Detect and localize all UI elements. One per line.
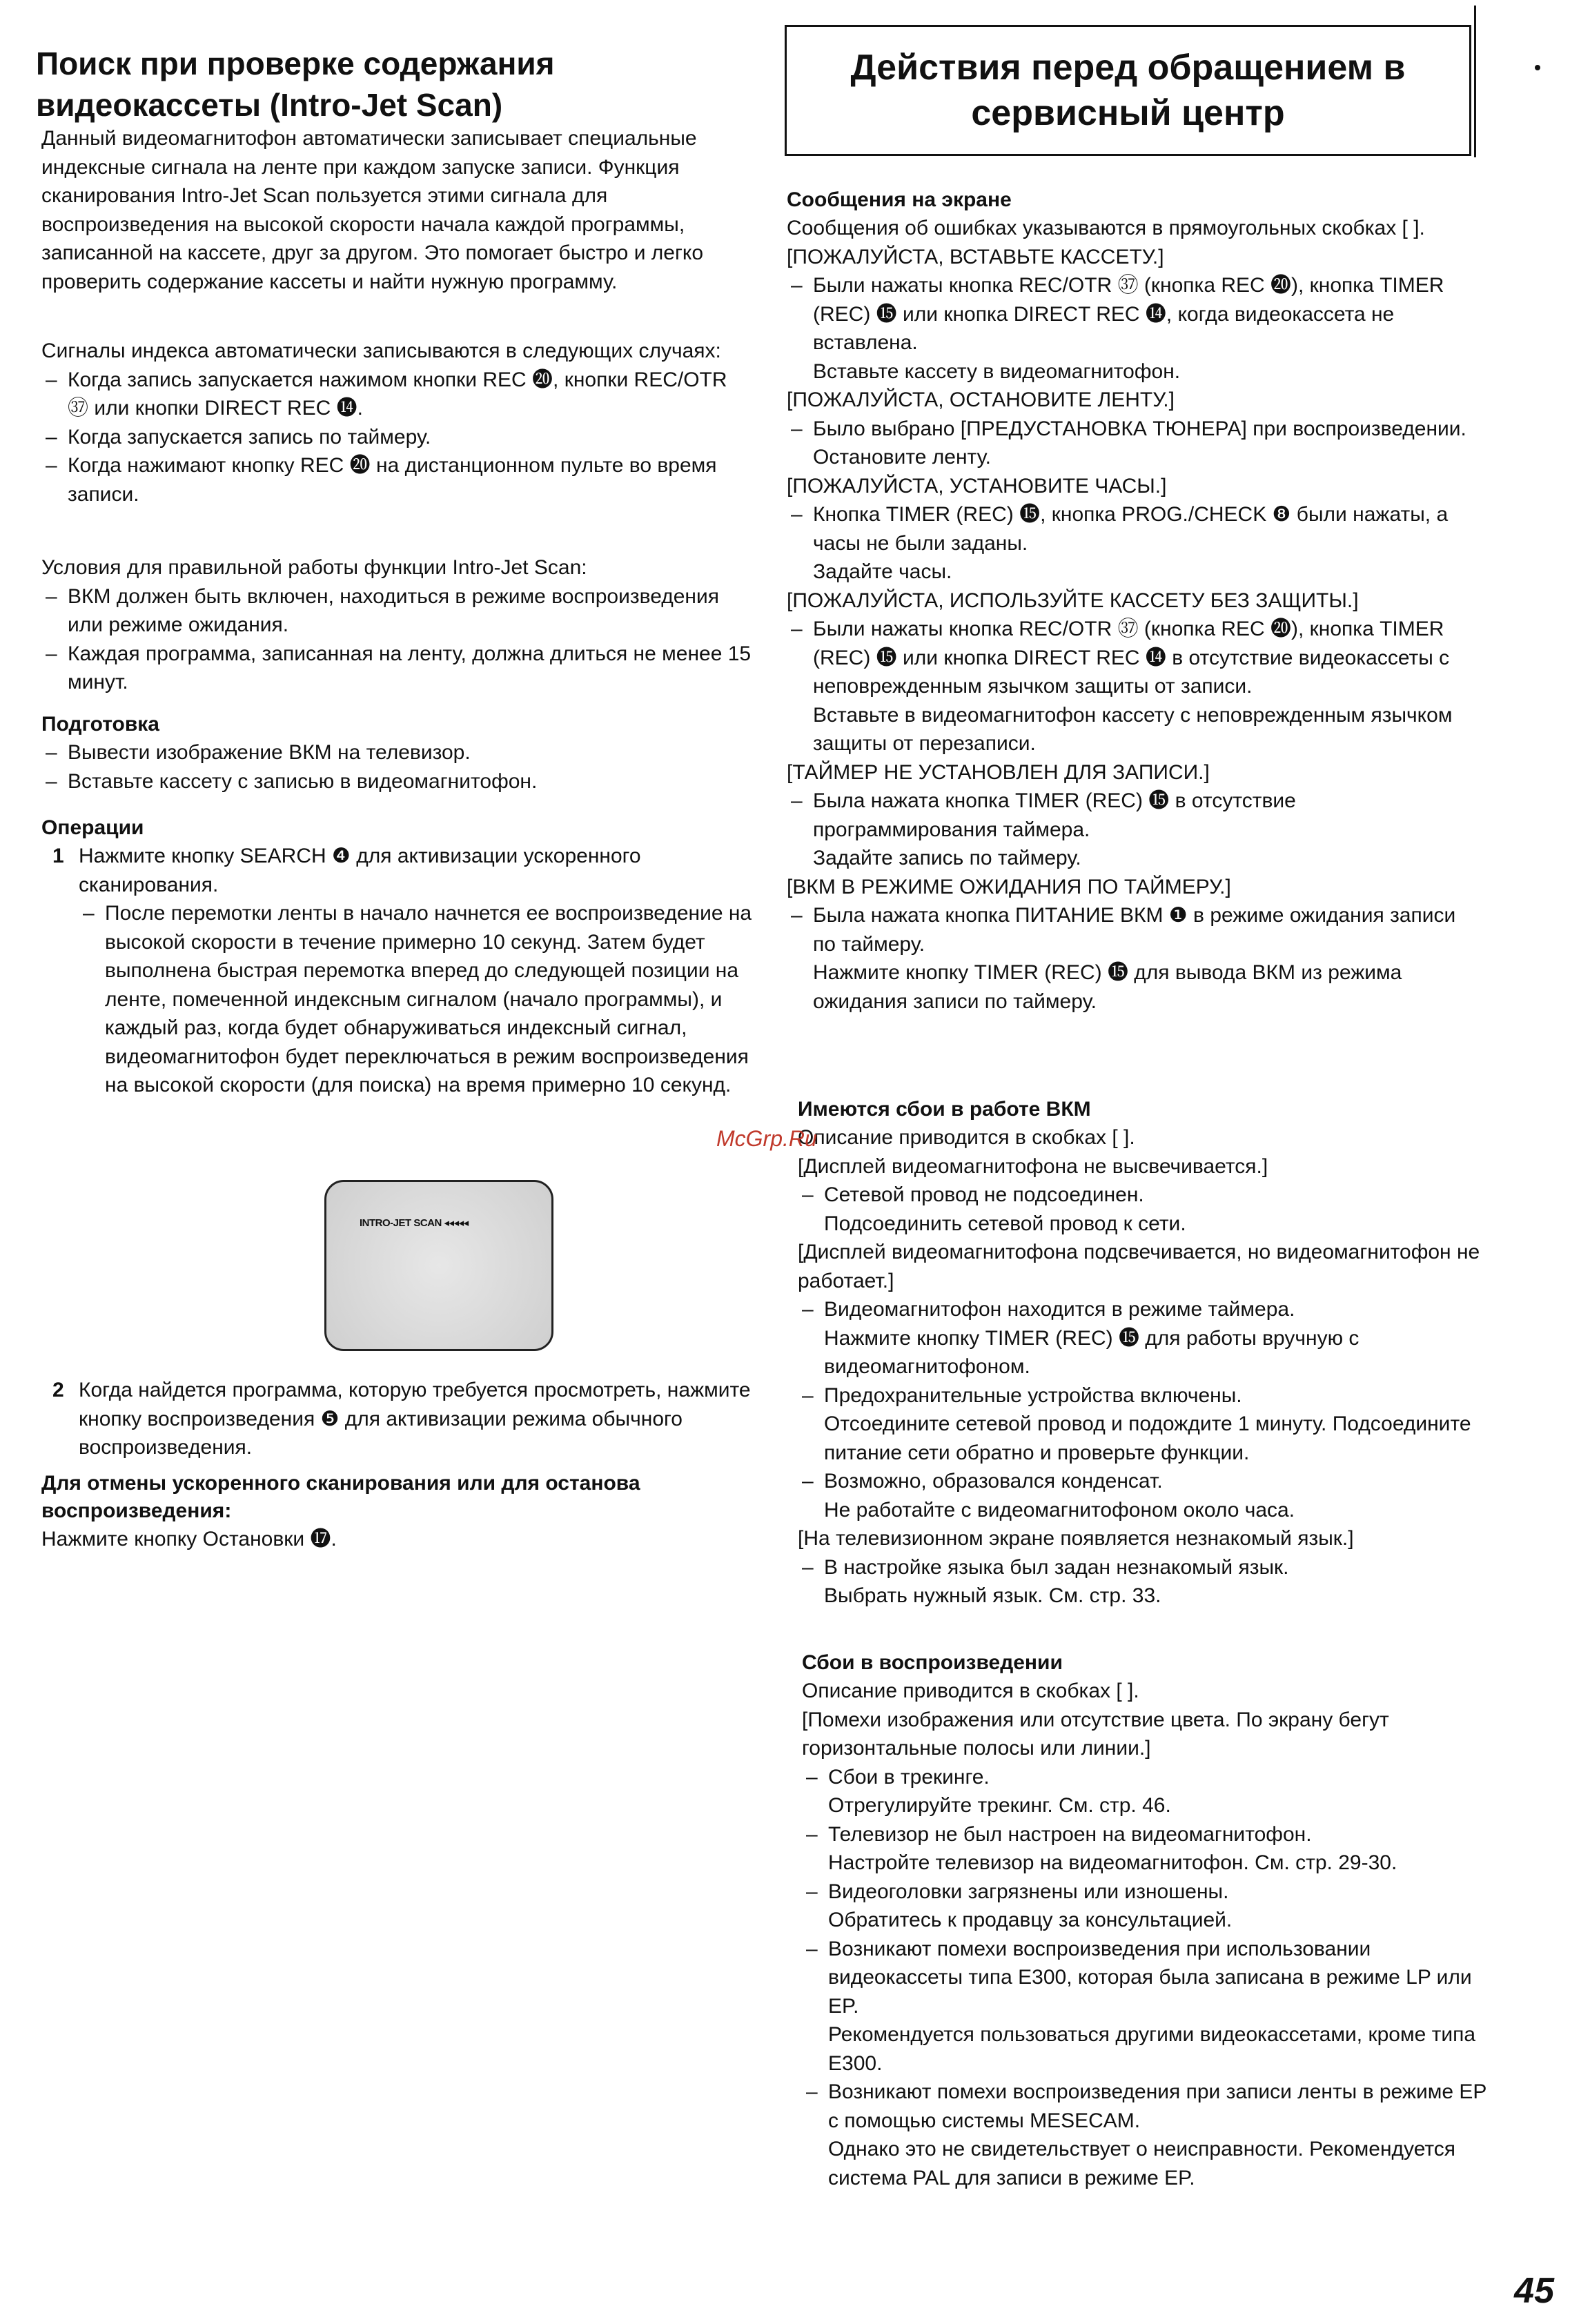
page-title: Поиск при проверке содержания видеокассеты (Intro-Jet Scan) [36,46,555,123]
playback-cause: – Возникают помехи воспроизведения при использовании видеокассеты типа E300, которая была записана в режиме LP или EP. [802,1935,1492,2021]
message-title: [ТАЙМЕР НЕ УСТАНОВЛЕН ДЛЯ ЗАПИСИ.] [787,760,1210,784]
message-fix: Вставьте в видеомагнитофон кассету с неповрежденным язычком защиты от перезаписи. [813,703,1453,755]
failure-cause: – Предохранительные устройства включены. [798,1381,1488,1410]
section-title-line: сервисный центр [971,93,1285,133]
playback-title: [Помехи изображения или отсутствие цвета. По экрану бегут горизонтальные полосы или линии.] [802,1708,1389,1760]
vcr-failures-section [798,1096,1488,1611]
step-number: 1 [52,845,64,867]
playback-cause: – Сбои в трекинге. [802,1763,1492,1792]
failure-cause: – Возможно, образовался конденсат. [798,1467,1488,1496]
failure-title: [Дисплей видеомагнитофона подсвечивается, но видеомагнитофон не работает.] [798,1241,1480,1292]
failure-cause: – В настройке языка был задан незнакомый язык. [798,1553,1488,1582]
message-cause: – Была нажата кнопка TIMER (REC) ⓯ в отсутствие программирования таймера. [787,787,1484,844]
prep-item: – Вставьте кассету с записью в видеомагнитофон. [41,767,752,796]
index-case: – Когда запись запускается нажимом кнопки REC ⓴, кнопки REC/OTR ㊲ или кнопки DIRECT REC ⓮. [41,366,752,423]
playback-cause: – Телевизор не был настроен на видеомагнитофон. [802,1820,1492,1849]
prep-heading: Подготовка [41,713,159,736]
playback-failures-section [802,1649,1492,2192]
playback-cause: – Возникают помехи воспроизведения при записи ленты в режиме EP с помощью системы MESECAM. [802,2078,1492,2135]
step-2-section [41,1376,752,1462]
index-intro: Сигналы индекса автоматически записываются в следующих случаях: [41,339,721,362]
playback-fix: Рекомендуется пользоваться другими видеокассетами, кроме типа E300. [828,2023,1476,2075]
message-fix: Остановите ленту. [813,446,991,469]
step-text: Когда найдется программа, которую требуется просмотреть, нажмите кнопку воспроизведения ❺ для активизации режима обычного воспроизведения. [79,1379,751,1459]
index-case: – Когда запускается запись по таймеру. [41,423,752,452]
step-number: 2 [52,1379,64,1401]
margin-rule [1474,6,1476,157]
watermark: McGrp.Ru [716,1126,817,1151]
playback-fix: Отрегулируйте трекинг. См. стр. 46. [828,1794,1171,1817]
cancel-heading: Для отмены ускоренного сканирования или для останова воспроизведения: [41,1472,640,1522]
prep-item: – Вывести изображение ВКМ на телевизор. [41,738,752,767]
screen-messages-section [787,186,1484,1016]
vcr-failures-heading: Имеются сбои в работе ВКМ [798,1098,1091,1121]
step-text: Нажмите кнопку SEARCH ❹ для активизации ускоренного сканирования. [79,845,641,896]
index-case: – Когда нажимают кнопку REC ⓴ на дистанционном пульте во время записи. [41,451,752,509]
playback-fix: Обратитесь к продавцу за консультацией. [828,1909,1233,1931]
margin-dot [1535,65,1540,70]
message-cause: – Была нажата кнопка ПИТАНИЕ ВКМ ❶ в режиме ожидания записи по таймеру. [787,901,1484,958]
playback-fix: Однако это не свидетельствует о неисправности. Рекомендуется система PAL для записи в режиме EP. [828,2138,1456,2189]
condition-item: – Каждая программа, записанная на ленту, должна длиться не менее 15 минут. [41,640,752,697]
operations-heading: Операции [41,816,144,839]
failure-title: [Дисплей видеомагнитофона не высвечивается.] [798,1154,1268,1178]
message-title: [ПОЖАЛУЙСТА, УСТАНОВИТЕ ЧАСЫ.] [787,474,1167,498]
message-cause: – Были нажаты кнопка REC/OTR ㊲ (кнопка REC ⓴), кнопка TIMER (REC) ⓯ или кнопка DIRECT REC ⓮ в отсутствие видеокассеты с неповрежденным язычком защиты от записи. [787,615,1484,701]
page-number: 45 [1514,2271,1554,2311]
playback-cause: – Видеоголовки загрязнены или изношены. [802,1878,1492,1907]
conditions-intro: Условия для правильной работы функции Intro-Jet Scan: [41,556,587,579]
index-section [41,337,752,509]
condition-item: – ВКМ должен быть включен, находиться в режиме воспроизведения или режиме ожидания. [41,582,752,640]
vcr-failures-intro: Описание приводится в скобках [ ]. [798,1126,1135,1149]
failure-fix: Выбрать нужный язык. См. стр. 33. [824,1584,1161,1607]
step-1-detail: – После перемотки ленты в начало начнется ее воспроизведение на высокой скорости в течение примерно 10 секунд. Затем будет выполнена быстрая перемотка вперед до следующей позиции на ленте, помеченной индексным сигналом (начало программы), и каждый раз, когда будет обнаруживаться индексный сигнал, видеомагнитофон будет переключаться в режим воспроизведения на высокой скорости (для поиска) на время примерно 10 секунд. [79,899,752,1100]
message-title: [ПОЖАЛУЙСТА, ИСПОЛЬЗУЙТЕ КАССЕТУ БЕЗ ЗАЩИТЫ.] [787,589,1359,612]
message-fix: Нажмите кнопку TIMER (REC) ⓯ для вывода ВКМ из режима ожидания записи по таймеру. [813,961,1402,1013]
playback-failures-heading: Сбои в воспроизведении [802,1651,1063,1674]
message-title: [ПОЖАЛУЙСТА, ОСТАНОВИТЕ ЛЕНТУ.] [787,388,1175,411]
message-title: [ВКМ В РЕЖИМЕ ОЖИДАНИЯ ПО ТАЙМЕРУ.] [787,875,1231,898]
cancel-text: Нажмите кнопку Остановки ⓱. [41,1528,337,1550]
tv-screen-illustration [324,1180,553,1351]
screen-messages-intro: Сообщения об ошибках указываются в прямоугольных скобках [ ]. [787,217,1425,239]
prep-section [41,711,752,796]
failure-fix: Нажмите кнопку TIMER (REC) ⓯ для работы вручную с видеомагнитофоном. [824,1326,1360,1378]
message-cause: – Кнопка TIMER (REC) ⓯, кнопка PROG./CHECK ❽ были нажаты, а часы не были заданы. [787,500,1484,558]
conditions-section [41,553,752,697]
screen-messages-heading: Сообщения на экране [787,188,1012,211]
section-title-line: Действия перед обращением в [850,48,1406,88]
cancel-section [41,1470,752,1554]
failure-fix: Подсоединить сетевой провод к сети. [824,1212,1186,1235]
message-fix: Задайте запись по таймеру. [813,847,1081,869]
failure-cause: – Сетевой провод не подсоединен. [798,1181,1488,1210]
playback-failures-intro: Описание приводится в скобках [ ]. [802,1680,1139,1702]
failure-cause: – Видеомагнитофон находится в режиме таймера. [798,1295,1488,1324]
step-1 [41,842,752,899]
step-2 [41,1376,752,1462]
failure-fix: Отсоедините сетевой провод и подождите 1 минуту. Подсоедините питание сети обратно и проверьте функции. [824,1412,1471,1464]
message-fix: Задайте часы. [813,560,952,583]
message-fix: Вставьте кассету в видеомагнитофон. [813,360,1181,383]
operations-section [41,814,752,1100]
failure-fix: Не работайте с видеомагнитофоном около часа. [824,1498,1295,1522]
message-cause: – Были нажаты кнопка REC/OTR ㊲ (кнопка REC ⓴), кнопка TIMER (REC) ⓯ или кнопка DIRECT REC ⓮, когда видеокассета не вставлена. [787,271,1484,357]
tv-screen-label: INTRO-JET SCAN ◂◂◂◂◂ [360,1217,469,1229]
failure-title: [На телевизионном экране появляется незнакомый язык.] [798,1527,1354,1550]
message-cause: – Было выбрано [ПРЕДУСТАНОВКА ТЮНЕРА] при воспроизведении. [787,415,1484,444]
intro-paragraph: Данный видеомагнитофон автоматически записывает специальные индексные сигнала на ленте при каждом запуске записи. Функция сканирования Intro-Jet Scan пользуется этими сигнала для воспроизведения на высокой скорости начала каждой программы, записанной на кассете, друг за другом. Это помогает быстро и легко проверить содержание кассеты и найти нужную программу. [41,127,704,293]
message-title: [ПОЖАЛУЙСТА, ВСТАВЬТЕ КАССЕТУ.] [787,245,1164,268]
playback-fix: Настройте телевизор на видеомагнитофон. См. стр. 29-30. [828,1851,1397,1874]
section-title-box [785,25,1471,156]
